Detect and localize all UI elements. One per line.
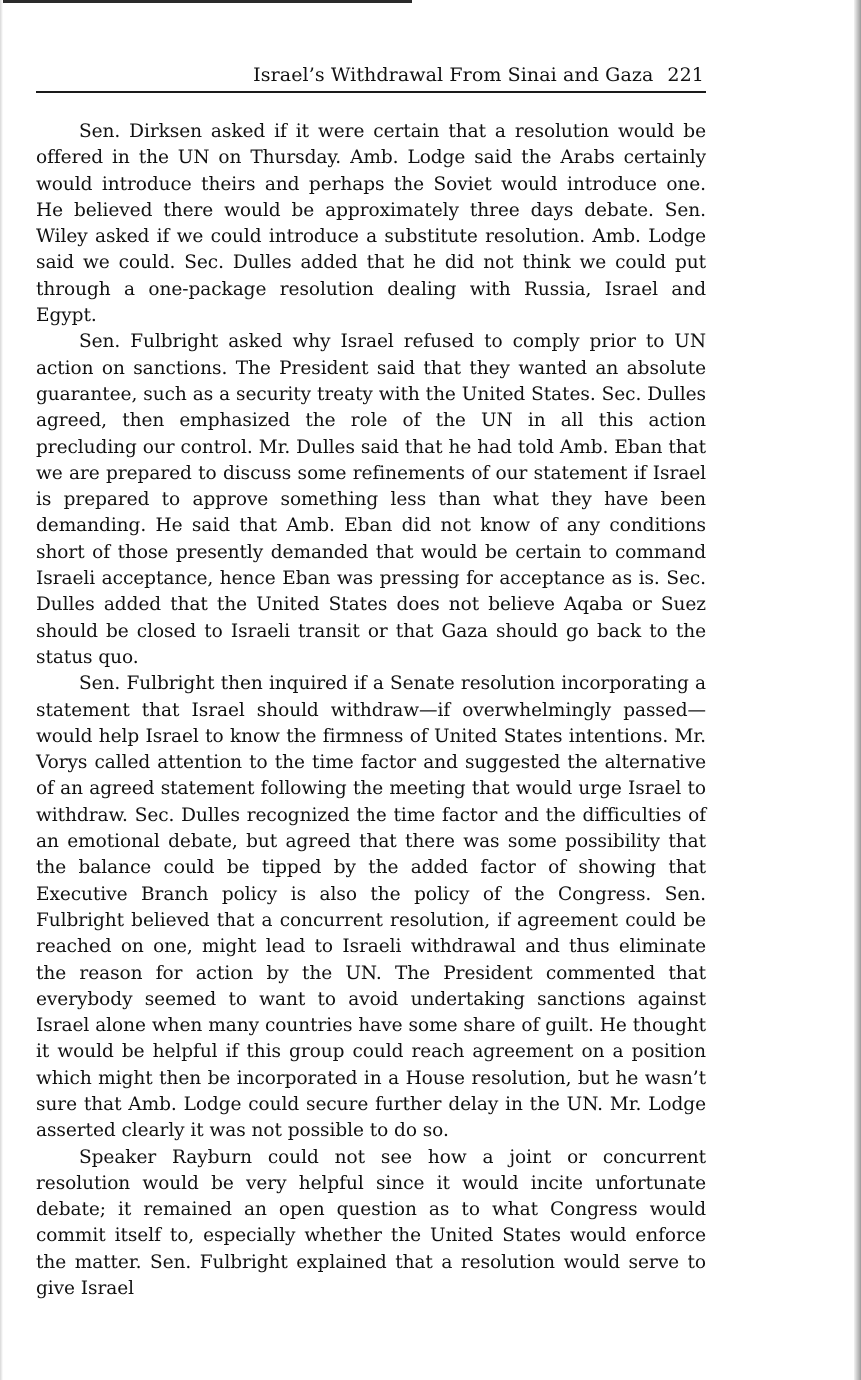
body-text: [36, 119, 706, 1302]
scan-top-border-line: [0, 0, 412, 3]
page-number: 221: [667, 64, 704, 86]
paragraph-dirksen-resolution: Sen. Dirksen asked if it were certain that a resolution would be offered in the UN on Thursday. Amb. Lodge said the Arabs certainly would introduce theirs and perhaps the Soviet would introduce one. He believed there would be approximately three days debate. Sen. Wiley asked if we could introduce a substitute resolution. Amb. Lodge said we could. Sec. Dulles added that he did not think we could put through a one-package resolution dealing with Russia, Israel and Egypt.: [36, 121, 706, 327]
running-head: [36, 62, 706, 93]
scan-right-edge-shadow: [854, 0, 861, 1380]
scan-left-edge-shadow: [0, 0, 3, 1380]
paragraph-speaker-rayburn: Speaker Rayburn could not see how a joint or concurrent resolution would be very helpful since it would incite unfortunate debate; it remained an open question as to what Congress would commit itself to, especially whether the United States would enforce the matter. Sen. Fulbright explained that a resolution would serve to give Israel: [36, 1146, 706, 1300]
book-page: [36, 62, 706, 1302]
paragraph-senate-resolution: Sen. Fulbright then inquired if a Senate resolution incorporating a statement that Israel should withdraw—if overwhelmingly passed—would help Israel to know the firmness of United States intentions. Mr. Vorys called attention to the time factor and suggested the alternative of an agreed statement following the meeting that would urge Israel to withdraw. Sec. Dulles recognized the time factor and the difficulties of an emotional debate, but agreed that there was some possibility that the balance could be tipped by the added factor of showing that Executive Branch policy is also the policy of the Congress. Sen. Fulbright believed that a concurrent resolution, if agreement could be reached on one, might lead to Israeli withdrawal and thus eliminate the reason for action by the UN. The President commented that everybody seemed to want to avoid undertaking sanctions against Israel alone when many countries have some share of guilt. He thought it would be helpful if this group could reach agreement on a position which might then be incorporated in a House resolution, but he wasn’t sure that Amb. Lodge could secure further delay in the UN. Mr. Lodge asserted clearly it was not possible to do so.: [36, 673, 706, 1142]
paragraph-fulbright-sanctions: Sen. Fulbright asked why Israel refused to comply prior to UN action on sanctions. The President said that they wanted an absolute guarantee, such as a security treaty with the United States. Sec. Dulles agreed, then emphasized the role of the UN in all this action precluding our control. Mr. Dulles said that he had told Amb. Eban that we are prepared to discuss some refinements of our statement if Israel is prepared to approve something less than what they have been demanding. He said that Amb. Eban did not know of any conditions short of those presently demanded that would be certain to command Israeli acceptance, hence Eban was pressing for acceptance as is. Sec. Dulles added that the United States does not believe Aqaba or Suez should be closed to Israeli transit or that Gaza should go back to the status quo.: [36, 331, 706, 668]
running-head-title: Israel’s Withdrawal From Sinai and Gaza: [253, 64, 654, 86]
